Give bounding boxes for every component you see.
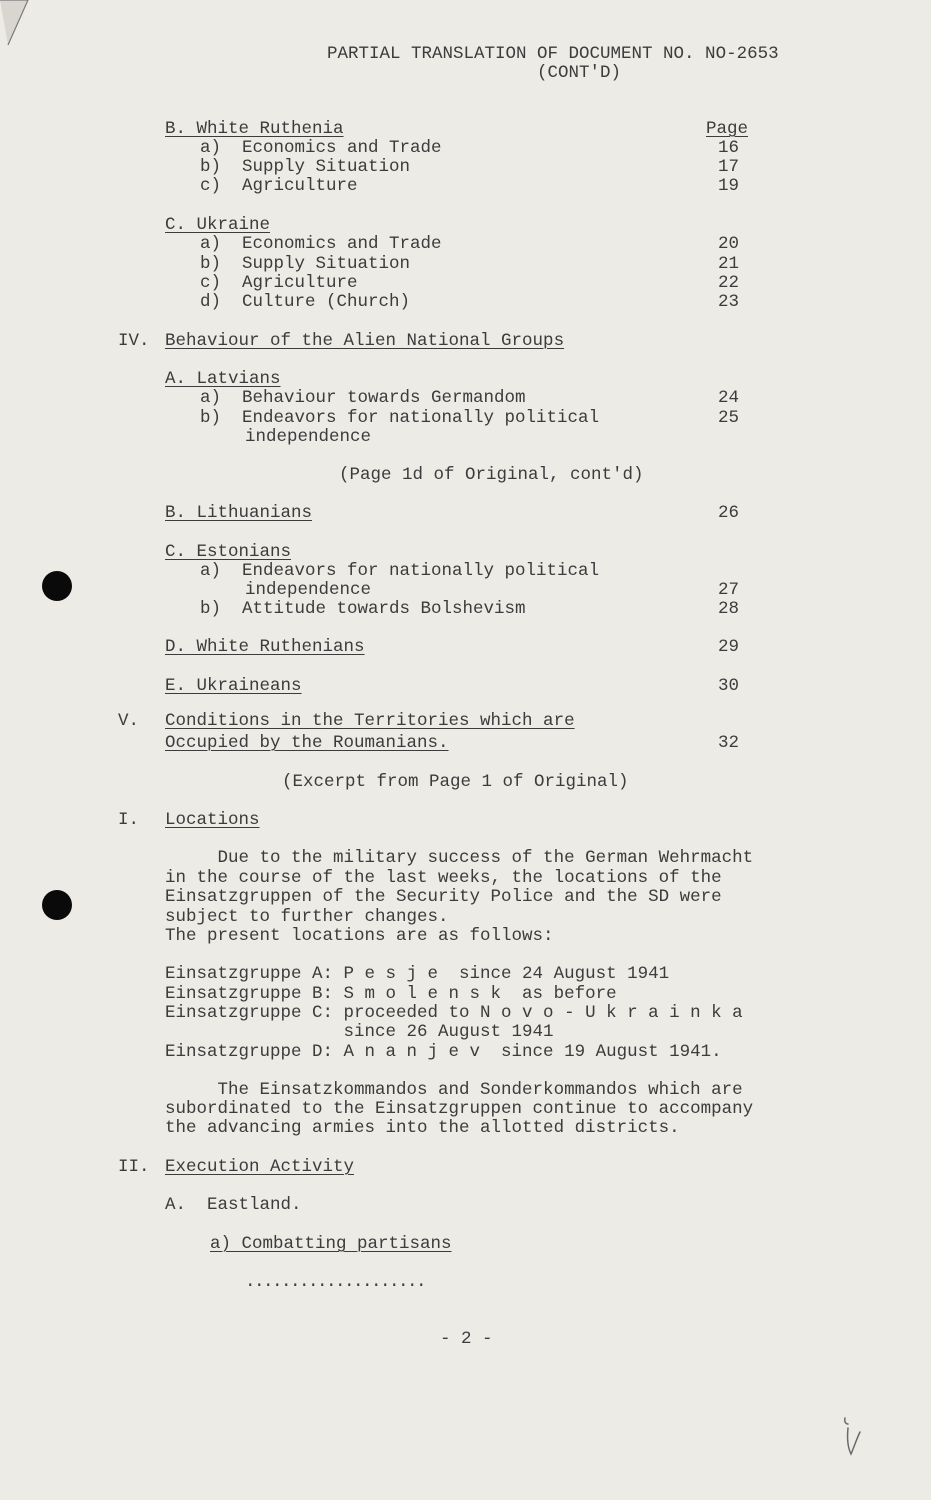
toc-page-number: 30 — [718, 676, 740, 696]
toc-item-continuation: independence — [245, 427, 372, 447]
toc-item: b) Attitude towards Bolshevism — [200, 599, 526, 619]
punch-hole-icon — [42, 571, 72, 601]
toc-section-title: Conditions in the Territories which are — [165, 711, 575, 731]
body-line: Einsatzgruppen of the Security Police and the SD were — [165, 887, 722, 907]
toc-page-number: 19 — [718, 176, 740, 196]
toc-heading-estonians: C. Estonians — [165, 542, 292, 562]
group-location-line: Einsatzgruppe B: S m o l e n s k as before — [165, 984, 617, 1004]
toc-heading-white-ruthenia: B. White Ruthenia — [165, 119, 344, 139]
excerpt-note: (Excerpt from Page 1 of Original) — [282, 772, 629, 792]
subsection-eastland: A. Eastland. — [165, 1195, 302, 1215]
corner-fold-mark — [0, 0, 40, 60]
group-location-line: Einsatzgruppe D: A n a n j e v since 19 August 1941. — [165, 1042, 722, 1062]
toc-item: b) Endeavors for nationally political — [200, 408, 600, 428]
header-title: PARTIAL TRANSLATION OF DOCUMENT NO. NO-2653 — [327, 44, 779, 64]
toc-section-title: Behaviour of the Alien National Groups — [165, 331, 565, 351]
body-line: The Einsatzkommandos and Sonderkommandos which are — [165, 1080, 743, 1100]
toc-page-number: 26 — [718, 503, 740, 523]
toc-heading-white-ruthenians: D. White Ruthenians — [165, 637, 365, 657]
body-line: in the course of the last weeks, the locations of the — [165, 868, 722, 888]
toc-item: c) Agriculture — [200, 176, 358, 196]
toc-heading-lithuanians: B. Lithuanians — [165, 503, 313, 523]
section-title-execution-activity: Execution Activity — [165, 1157, 355, 1177]
group-location-line: Einsatzgruppe C: proceeded to N o v o - U k r a i n k a — [165, 1003, 743, 1023]
body-line: the advancing armies into the allotted districts. — [165, 1118, 680, 1138]
toc-section-number: V. — [118, 711, 140, 731]
section-number: II. — [118, 1157, 150, 1177]
toc-page-number: 25 — [718, 408, 740, 428]
group-location-line: since 26 August 1941 — [165, 1022, 554, 1042]
toc-item: a) Economics and Trade — [200, 234, 442, 254]
original-page-note: (Page 1d of Original, cont'd) — [339, 465, 644, 485]
page-column-label: Page — [706, 119, 749, 139]
toc-page-number: 28 — [718, 599, 740, 619]
toc-item: a) Endeavors for nationally political — [200, 561, 600, 581]
body-line: The present locations are as follows: — [165, 926, 554, 946]
toc-page-number: 24 — [718, 388, 740, 408]
handwritten-mark-icon — [840, 1414, 864, 1460]
toc-item: b) Supply Situation — [200, 157, 411, 177]
toc-page-number: 32 — [718, 733, 740, 753]
toc-page-number: 29 — [718, 637, 740, 657]
toc-page-number: 21 — [718, 254, 740, 274]
omission-dots: .................... — [245, 1272, 426, 1292]
toc-heading-ukraine: C. Ukraine — [165, 215, 271, 235]
page-number: - 2 - — [440, 1329, 493, 1349]
section-title-locations: Locations — [165, 810, 260, 830]
body-line: Due to the military success of the German Wehrmacht — [165, 848, 754, 868]
toc-page-number: 16 — [718, 138, 740, 158]
punch-hole-icon — [42, 890, 72, 920]
toc-section-number: IV. — [118, 331, 150, 351]
toc-page-number: 23 — [718, 292, 740, 312]
toc-heading-latvians: A. Latvians — [165, 369, 281, 389]
body-line: subject to further changes. — [165, 907, 449, 927]
toc-item: a) Behaviour towards Germandom — [200, 388, 526, 408]
toc-item: c) Agriculture — [200, 273, 358, 293]
toc-section-title-cont: Occupied by the Roumanians. — [165, 733, 449, 753]
toc-item: a) Economics and Trade — [200, 138, 442, 158]
toc-page-number: 17 — [718, 157, 740, 177]
header-cont: (CONT'D) — [537, 63, 622, 83]
toc-item: d) Culture (Church) — [200, 292, 411, 312]
toc-page-number: 27 — [718, 580, 740, 600]
toc-heading-ukraineans: E. Ukraineans — [165, 676, 302, 696]
toc-page-number: 22 — [718, 273, 740, 293]
toc-item: b) Supply Situation — [200, 254, 411, 274]
section-number: I. — [118, 810, 140, 830]
toc-page-number: 20 — [718, 234, 740, 254]
toc-item-continuation: independence — [245, 580, 372, 600]
body-line: subordinated to the Einsatzgruppen continue to accompany — [165, 1099, 754, 1119]
subsection-combatting-partisans: a) Combatting partisans — [210, 1234, 452, 1254]
group-location-line: Einsatzgruppe A: P e s j e since 24 August 1941 — [165, 964, 670, 984]
